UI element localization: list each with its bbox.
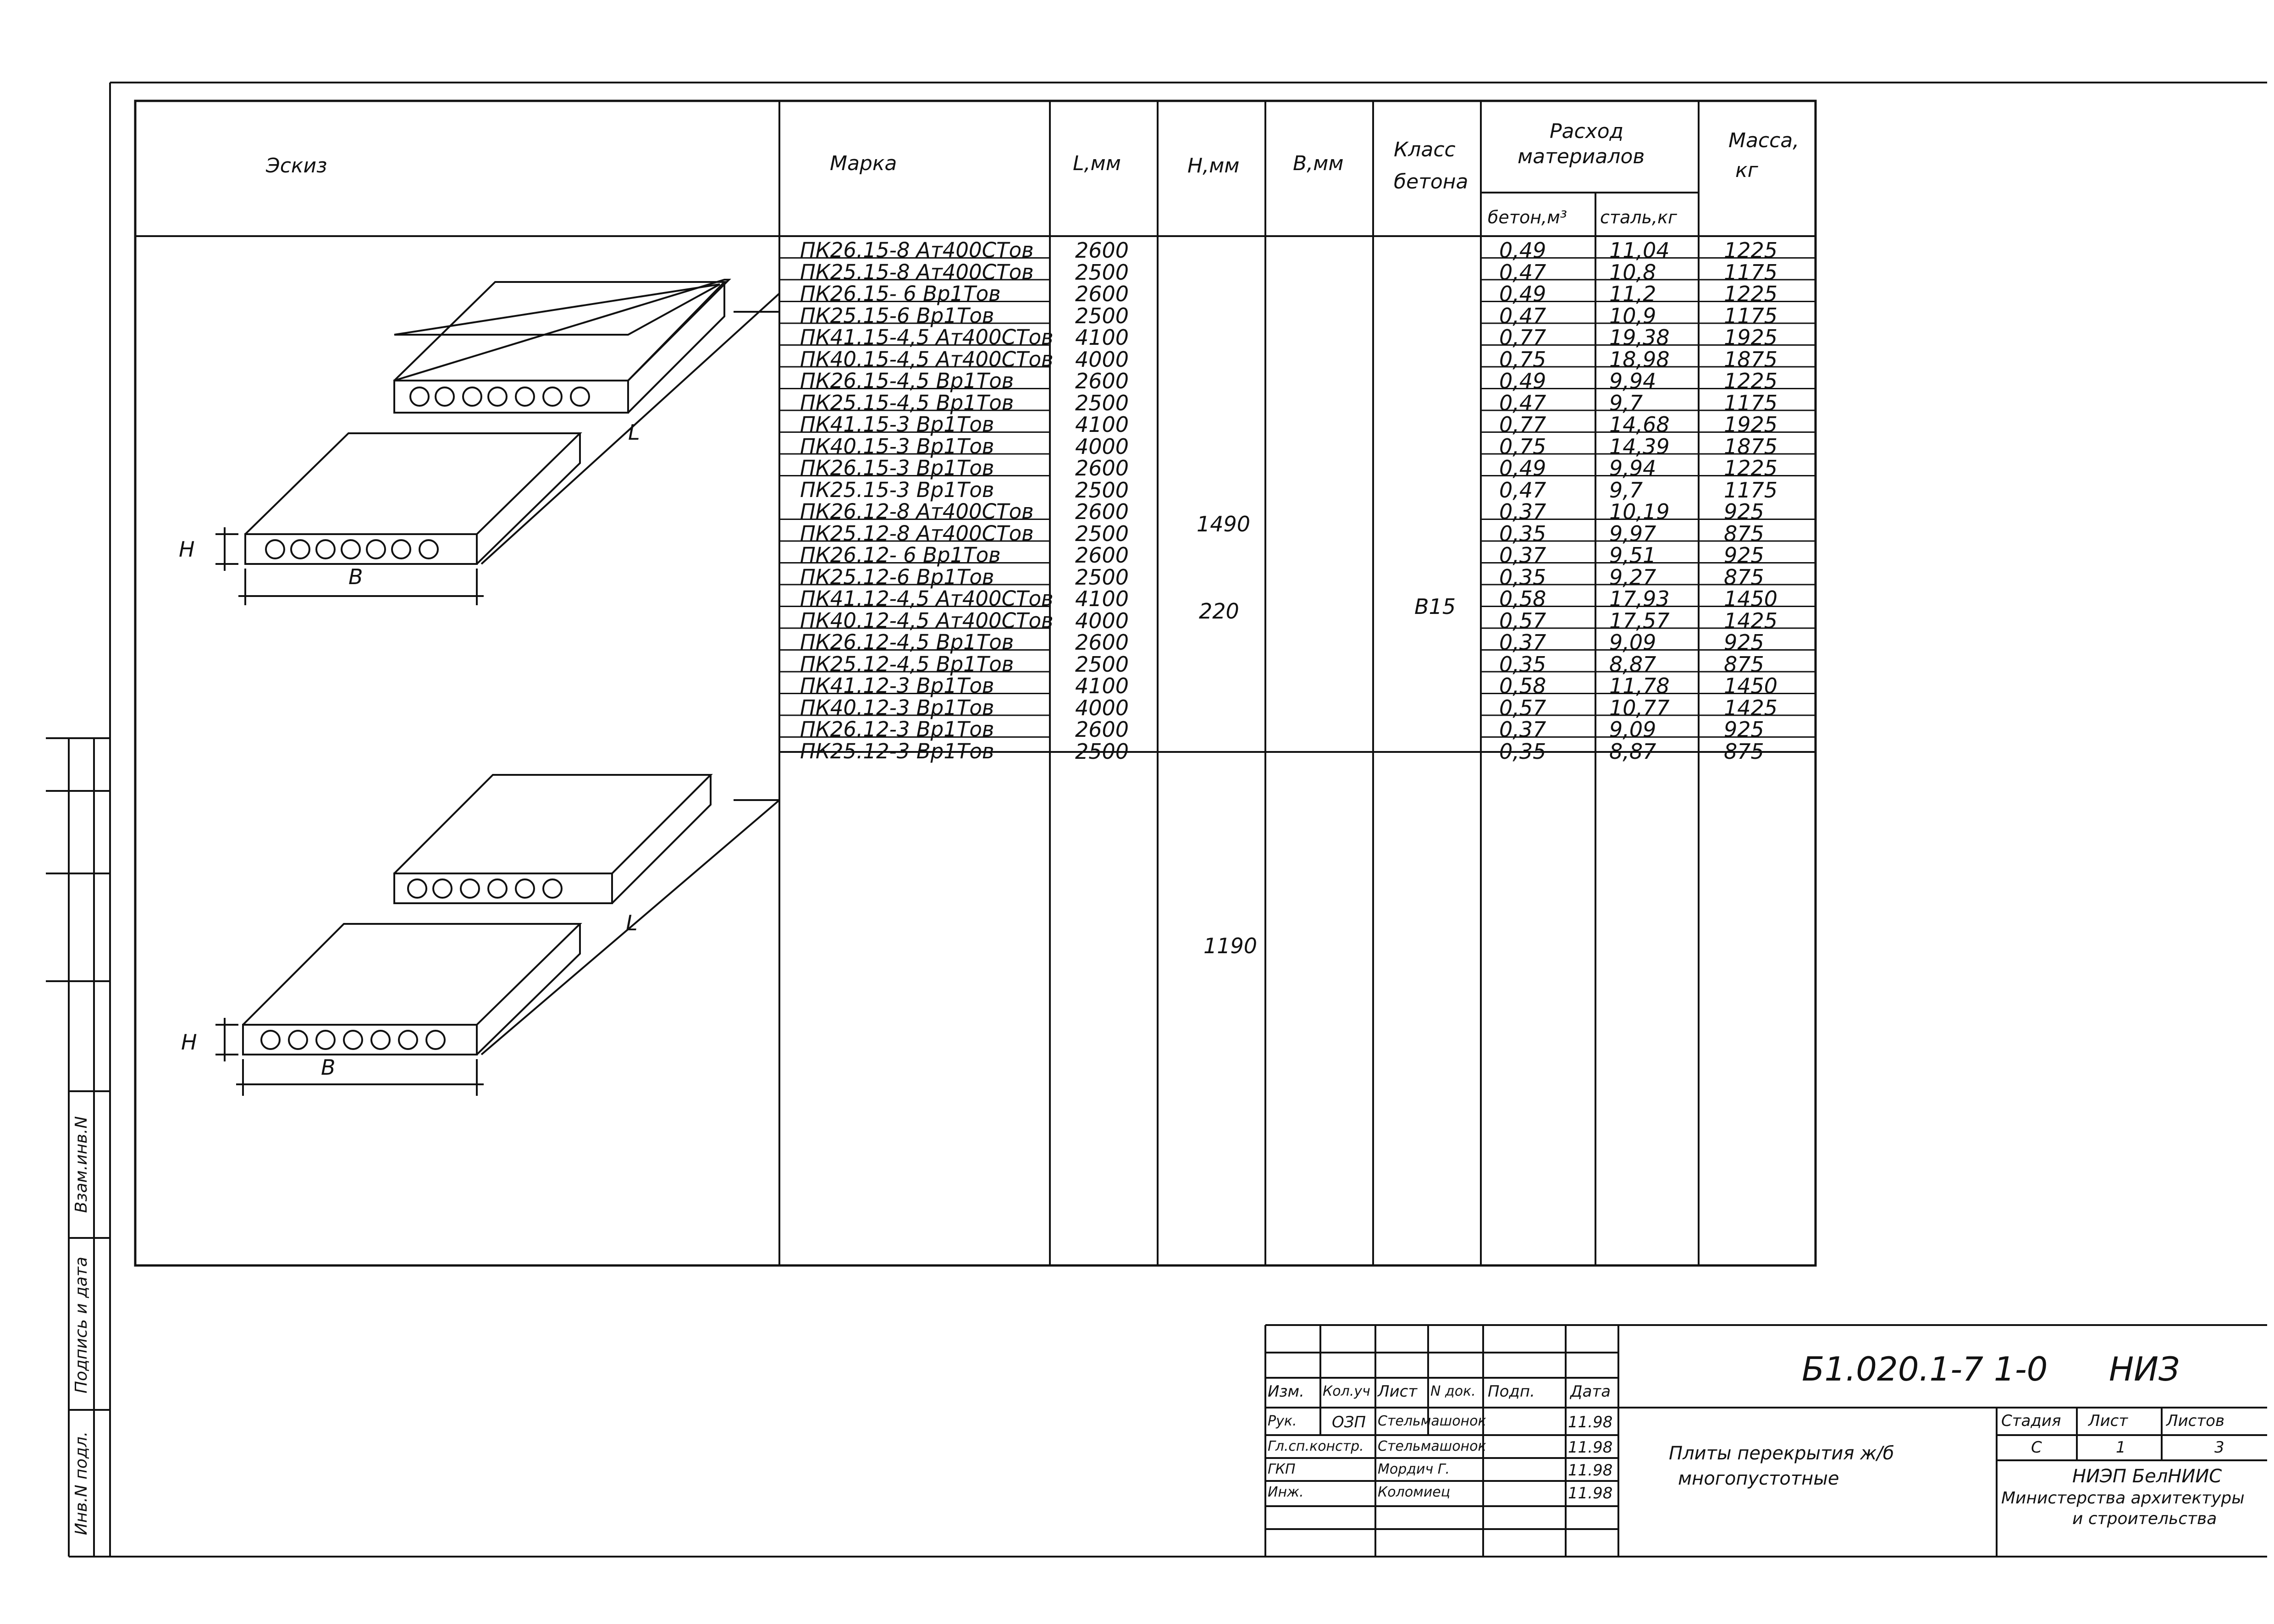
cell-stal: 8,87 [1609,739,1656,764]
cell-B-1190: 1190 [1203,934,1258,958]
cell-L: 2500 [1075,652,1129,677]
cell-beton: 0,77 [1499,325,1546,350]
cell-stal: 17,93 [1609,586,1670,611]
cell-massa: 875 [1724,739,1764,764]
sketch-label-B-lower: B [321,1055,336,1080]
cell-stal: 11,78 [1609,674,1670,698]
cell-beton: 0,58 [1499,586,1546,611]
person-role: Гл.сп.констр. [1268,1438,1364,1454]
header-klass-1: Класс [1394,138,1456,161]
cell-beton: 0,47 [1499,477,1546,503]
cell-massa: 1225 [1724,456,1778,481]
tb-sheet-label: Лист [2088,1412,2128,1430]
person-name: Мордич Г. [1378,1461,1450,1477]
person-name: Стельмашонок [1378,1413,1486,1429]
doc-title-2: многопустотные [1678,1468,1839,1489]
cell-L: 4000 [1075,434,1129,459]
cell-beton: 0,49 [1499,369,1546,393]
header-marka: Марка [830,152,897,175]
cell-marka: ПК25.12-3 Вр1Тов [800,739,994,763]
cell-beton: 0,35 [1499,652,1546,677]
cell-massa: 1225 [1724,369,1778,393]
cell-stal: 9,27 [1609,564,1656,590]
org-line-2: Министерства архитектуры [2001,1489,2245,1508]
cell-beton: 0,75 [1499,434,1546,459]
cell-L: 4000 [1075,695,1129,720]
org-line-3: и строительства [2072,1509,2217,1528]
person-dept: ОЗП [1332,1413,1366,1431]
cell-massa: 1425 [1724,695,1778,720]
person-date: 11.98 [1568,1413,1613,1431]
stamp-vzam: Взам.инв.N [72,1116,91,1213]
cell-marka: ПК26.12-4,5 Вр1Тов [800,630,1014,654]
cell-beton: 0,57 [1499,695,1546,720]
cell-L: 4100 [1075,586,1129,611]
cell-klass-B15: B15 [1414,594,1456,619]
cell-L: 4100 [1075,674,1129,698]
cell-stal: 19,38 [1609,325,1670,350]
cell-L: 2600 [1075,717,1129,742]
cell-L: 2500 [1075,260,1129,285]
person-role: Рук. [1268,1413,1297,1429]
header-L: L,мм [1073,152,1121,175]
cell-marka: ПК26.15-8 Ат400СТов [800,238,1034,262]
cell-stal: 10,19 [1609,499,1670,524]
cell-massa: 875 [1724,521,1764,546]
tb-col-podp: Подп. [1488,1382,1535,1401]
cell-beton: 0,49 [1499,282,1546,306]
cell-beton: 0,35 [1499,739,1546,764]
person-date: 11.98 [1568,1484,1613,1502]
cell-massa: 1450 [1724,586,1778,611]
cell-beton: 0,47 [1499,303,1546,328]
cell-L: 2500 [1075,739,1129,764]
cell-stal: 10,77 [1609,695,1670,720]
cell-stal: 9,97 [1609,521,1656,546]
cell-marka: ПК40.12-3 Вр1Тов [800,695,994,720]
cell-L: 2500 [1075,477,1129,503]
cell-massa: 925 [1724,543,1764,568]
header-H: H,мм [1187,154,1240,177]
cell-L: 4100 [1075,412,1129,437]
tb-col-izm: Изм. [1268,1382,1304,1401]
cell-beton: 0,47 [1499,390,1546,415]
cell-beton: 0,37 [1499,543,1546,568]
stamp-inv: Инв.N подл. [72,1431,91,1536]
cell-L: 4000 [1075,347,1129,372]
cell-stal: 9,09 [1609,630,1656,655]
header-klass-2: бетона [1394,170,1468,193]
cell-L: 2500 [1075,521,1129,546]
cell-marka: ПК40.15-4,5 Ат400СТов [800,347,1054,371]
tb-stage-label: Стадия [2001,1412,2061,1430]
cell-massa: 1425 [1724,608,1778,633]
sketch-label-H-upper: H [179,537,195,562]
tb-col-data: Дата [1570,1382,1611,1401]
header-stal: сталь,кг [1600,207,1677,227]
cell-massa: 925 [1724,499,1764,524]
cell-stal: 8,87 [1609,652,1656,677]
org-line-1: НИЭП БелНИИС [2072,1466,2222,1487]
cell-stal: 10,9 [1609,303,1656,328]
cell-marka: ПК26.12-3 Вр1Тов [800,717,994,741]
tb-sheets-label: Листов [2166,1412,2225,1430]
cell-marka: ПК25.12-8 Ат400СТов [800,521,1034,546]
cell-beton: 0,35 [1499,564,1546,590]
cell-massa: 1925 [1724,412,1778,437]
cell-beton: 0,58 [1499,674,1546,698]
cell-stal: 9,7 [1609,477,1643,503]
cell-stal: 11,2 [1609,282,1656,306]
cell-marka: ПК25.12-6 Вр1Тов [800,564,994,589]
doc-title-1: Плиты перекрытия ж/б [1669,1443,1894,1464]
cell-stal: 14,68 [1609,412,1670,437]
cell-stal: 10,8 [1609,260,1656,285]
cell-massa: 1175 [1724,477,1778,503]
slab-sketch-lower [215,775,779,1096]
org-short: НИЗ [2109,1350,2180,1388]
tb-stage: С [2031,1438,2042,1457]
slab-sketch-upper [215,280,779,605]
cell-massa: 1450 [1724,674,1778,698]
cell-L: 2600 [1075,499,1129,524]
cell-L: 2600 [1075,369,1129,393]
cell-beton: 0,77 [1499,412,1546,437]
cell-massa: 1225 [1724,282,1778,306]
cell-stal: 17,57 [1609,608,1670,633]
person-date: 11.98 [1568,1461,1613,1480]
cell-L: 4000 [1075,608,1129,633]
cell-massa: 1175 [1724,260,1778,285]
sketch-label-H-lower: H [181,1030,197,1055]
cell-stal: 9,94 [1609,456,1656,481]
cell-marka: ПК41.15-4,5 Ат400СТов [800,325,1054,349]
cell-marka: ПК41.12-3 Вр1Тов [800,674,994,698]
cell-marka: ПК40.12-4,5 Ат400СТов [800,608,1054,633]
person-date: 11.98 [1568,1438,1613,1457]
cell-marka: ПК25.15-8 Ат400СТов [800,260,1034,284]
cell-stal: 11,04 [1609,238,1670,263]
cell-L: 2500 [1075,303,1129,328]
cell-L: 2600 [1075,543,1129,568]
person-name: Стельмашонок [1378,1438,1486,1454]
cell-massa: 1925 [1724,325,1778,350]
cell-massa: 1175 [1724,390,1778,415]
cell-beton: 0,37 [1499,717,1546,742]
sketch-label-L-lower: L [626,911,638,935]
header-raskhod-1: Расход [1550,120,1624,143]
header-sketch: Эскиз [266,154,327,177]
cell-L: 4100 [1075,325,1129,350]
cell-H-220: 220 [1199,599,1239,624]
cell-marka: ПК40.15-3 Вр1Тов [800,434,994,458]
sketch-label-B-upper: B [348,564,363,589]
person-role: ГКП [1268,1461,1296,1477]
header-raskhod-2: материалов [1518,145,1645,168]
cell-B-1490: 1490 [1197,512,1251,536]
cell-stal: 14,39 [1609,434,1670,459]
cell-massa: 1875 [1724,347,1778,372]
cell-massa: 925 [1724,717,1764,742]
cell-marka: ПК26.15- 6 Вр1Тов [800,282,1001,306]
cell-L: 2500 [1075,564,1129,590]
cell-L: 2600 [1075,238,1129,263]
cell-beton: 0,37 [1499,499,1546,524]
cell-marka: ПК25.15-4,5 Вр1Тов [800,390,1014,415]
cell-stal: 9,09 [1609,717,1656,742]
cell-stal: 9,94 [1609,369,1656,393]
cell-marka: ПК26.15-4,5 Вр1Тов [800,369,1014,393]
tb-col-list: Лист [1378,1382,1418,1401]
cell-massa: 1225 [1724,238,1778,263]
cell-beton: 0,75 [1499,347,1546,372]
sketch-label-L-upper: L [628,420,640,445]
cell-beton: 0,49 [1499,456,1546,481]
cell-marka: ПК25.15-3 Вр1Тов [800,477,994,502]
cell-L: 2600 [1075,630,1129,655]
cell-marka: ПК25.12-4,5 Вр1Тов [800,652,1014,676]
person-name: Коломиец [1378,1484,1451,1500]
cell-massa: 875 [1724,652,1764,677]
cell-beton: 0,35 [1499,521,1546,546]
cell-beton: 0,47 [1499,260,1546,285]
header-B: B,мм [1293,152,1344,175]
cell-massa: 1875 [1724,434,1778,459]
tb-sheets: 3 [2214,1438,2224,1457]
cell-marka: ПК25.15-6 Вр1Тов [800,303,994,328]
cell-L: 2500 [1075,390,1129,415]
cell-stal: 9,7 [1609,390,1643,415]
header-beton: бетон,м³ [1488,207,1568,227]
cell-beton: 0,37 [1499,630,1546,655]
cell-marka: ПК26.12- 6 Вр1Тов [800,543,1001,567]
cell-beton: 0,49 [1499,238,1546,263]
cell-massa: 875 [1724,564,1764,590]
cell-L: 2600 [1075,456,1129,481]
cell-massa: 1175 [1724,303,1778,328]
cell-beton: 0,57 [1499,608,1546,633]
person-role: Инж. [1268,1484,1304,1500]
stamp-podpis: Подпись и дата [72,1256,91,1394]
tb-col-koluch: Кол.уч [1323,1383,1370,1399]
cell-marka: ПК41.12-4,5 Ат400СТов [800,586,1054,611]
cell-marka: ПК26.12-8 Ат400СТов [800,499,1034,524]
tb-sheet: 1 [2116,1438,2126,1457]
cell-marka: ПК41.15-3 Вр1Тов [800,412,994,436]
header-massa-1: Масса, [1728,129,1799,152]
cell-massa: 925 [1724,630,1764,655]
doc-code: Б1.020.1-7 1-0 [1802,1350,2048,1388]
cell-stal: 18,98 [1609,347,1670,372]
cell-stal: 9,51 [1609,543,1656,568]
cell-marka: ПК26.15-3 Вр1Тов [800,456,994,480]
cell-L: 2600 [1075,282,1129,306]
tb-col-ndok: N док. [1430,1383,1476,1399]
header-massa-2: кг [1735,159,1758,182]
